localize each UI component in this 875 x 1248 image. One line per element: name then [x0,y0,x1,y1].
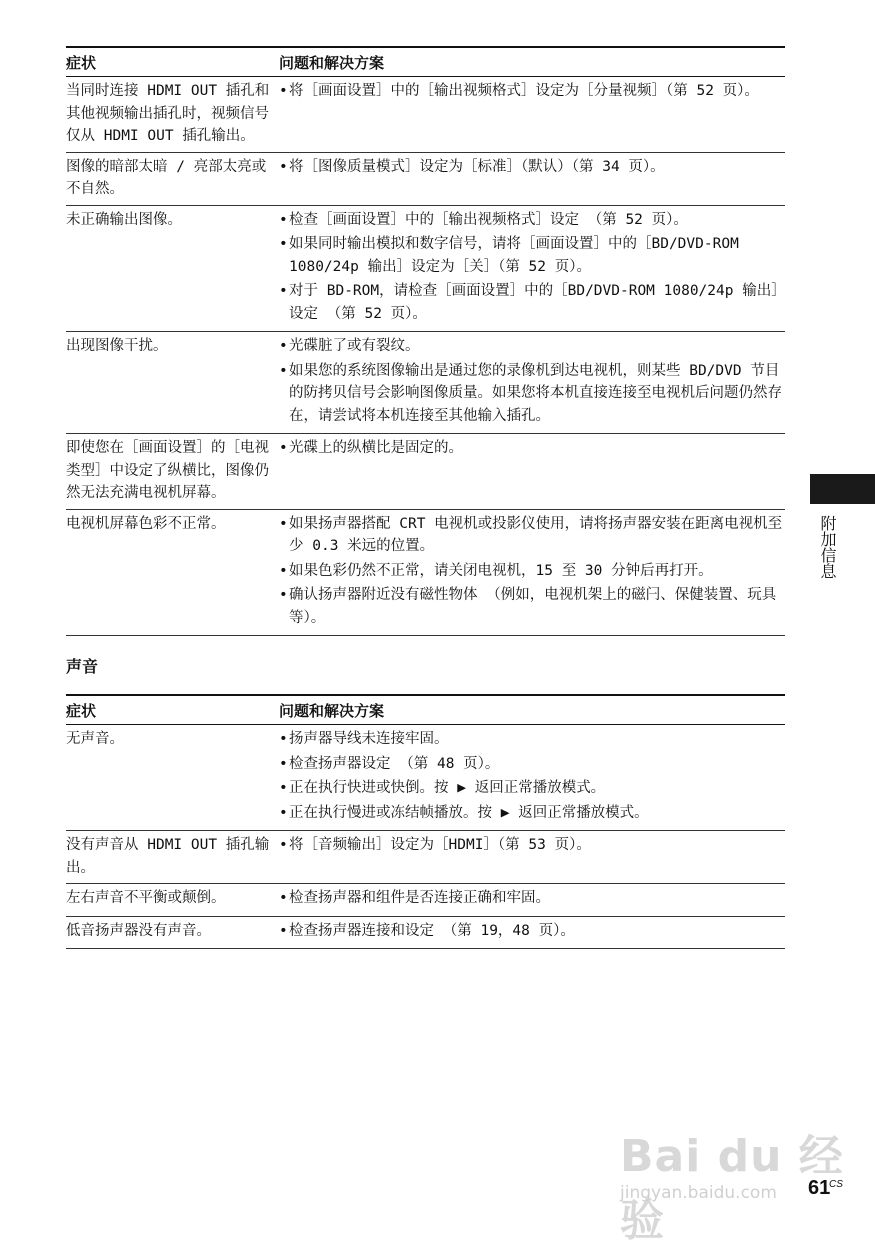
sound-table-body [66,725,785,949]
table-row [66,205,785,332]
solution-cell [279,332,785,434]
solution-cell [279,152,785,205]
solution-item: • 检查［画面设置］中的［输出视频格式］设定 （第 52 页）。 [279,209,785,232]
solution-cell [279,831,785,884]
table-row [66,152,785,205]
symptom-column-header: 症状 [66,695,279,725]
symptom-cell: 左右声音不平衡或颠倒。 [66,884,279,917]
solution-list [279,156,785,179]
solution-cell [279,884,785,917]
solution-cell [279,916,785,949]
solution-cell [279,205,785,332]
solution-item: • 将［画面设置］中的［输出视频格式］设定为［分量视频］（第 52 页）。 [279,80,785,103]
table-row [66,332,785,434]
symptom-column-header: 症状 [66,47,279,77]
symptom-cell: 当同时连接 HDMI OUT 插孔和其他视频输出插孔时，视频信号仅从 HDMI OUT 插孔输出。 [66,77,279,153]
table-row [66,434,785,510]
solution-item: • 如果色彩仍然不正常，请关闭电视机，15 至 30 分钟后再打开。 [279,560,785,583]
symptom-cell: 出现图像干扰。 [66,332,279,434]
table-row [66,831,785,884]
solution-list [279,209,785,326]
solution-list [279,834,785,857]
solution-list [279,728,785,824]
solution-item: • 将［图像质量模式］设定为［标准］（默认）（第 34 页）。 [279,156,785,179]
symptom-cell: 电视机屏幕色彩不正常。 [66,509,279,636]
solution-item: • 正在执行快进或快倒。按 ▶ 返回正常播放模式。 [279,777,785,800]
table-row [66,509,785,636]
symptom-cell: 未正确输出图像。 [66,205,279,332]
table-row [66,77,785,153]
solution-list [279,513,785,630]
solution-item: • 检查扬声器设定 （第 48 页）。 [279,753,785,776]
solution-cell [279,434,785,510]
solution-item: • 确认扬声器附近没有磁性物体 （例如，电视机架上的磁闩、保健装置、玩具等）。 [279,584,785,629]
solution-column-header: 问题和解决方案 [279,695,785,725]
solution-list [279,80,785,103]
solution-item: • 对于 BD-ROM，请检查［画面设置］中的［BD/DVD-ROM 1080/24p 输出］设定 （第 52 页）。 [279,280,785,325]
watermark-url: jingyan.baidu.com [620,1183,777,1203]
solution-list [279,887,785,910]
table-header-row [66,47,785,77]
solution-cell [279,77,785,153]
solution-item: • 检查扬声器和组件是否连接正确和牢固。 [279,887,785,910]
solution-item: • 光碟脏了或有裂纹。 [279,335,785,358]
solution-item: • 光碟上的纵横比是固定的。 [279,437,785,460]
solution-cell [279,725,785,831]
solution-item: • 检查扬声器连接和设定 （第 19，48 页）。 [279,920,785,943]
table-header-row [66,695,785,725]
picture-table-body [66,77,785,636]
solution-column-header: 问题和解决方案 [279,47,785,77]
solution-item: • 如果同时输出模拟和数字信号，请将［画面设置］中的［BD/DVD-ROM 1080/24p 输出］设定为［关］（第 52 页）。 [279,233,785,278]
page-number-suffix: CS [829,1179,843,1190]
solution-item: • 正在执行慢进或冻结帧播放。按 ▶ 返回正常播放模式。 [279,802,785,825]
table-row [66,916,785,949]
solution-list [279,920,785,943]
picture-troubleshooting-table [66,46,785,636]
symptom-cell: 即使您在［画面设置］的［电视类型］中设定了纵横比，图像仍然无法充满电视机屏幕。 [66,434,279,510]
symptom-cell: 图像的暗部太暗 / 亮部太亮或不自然。 [66,152,279,205]
solution-item: • 将［音频输出］设定为［HDMI］（第 53 页）。 [279,834,785,857]
table-row [66,884,785,917]
symptom-cell: 没有声音从 HDMI OUT 插孔输出。 [66,831,279,884]
solution-cell [279,509,785,636]
table-row [66,725,785,831]
symptom-cell: 无声音。 [66,725,279,831]
solution-item: • 扬声器导线未连接牢固。 [279,728,785,751]
solution-list [279,335,785,427]
sound-troubleshooting-table [66,694,785,949]
solution-list [279,437,785,460]
solution-item: • 如果您的系统图像输出是通过您的录像机到达电视机，则某些 BD/DVD 节目的防拷贝信号会影响图像质量。如果您将本机直接连接至电视机后问题仍然存在，请尝试将本机连接至其他输入插孔。 [279,360,785,428]
watermark-logo: Bai du 经验 [620,1131,844,1246]
solution-item: • 如果扬声器搭配 CRT 电视机或投影仪使用，请将扬声器安装在距离电视机至少 0.3 米远的位置。 [279,513,785,558]
page-content [66,46,785,949]
sound-section-title: 声音 [66,657,99,676]
symptom-cell: 低音扬声器没有声音。 [66,916,279,949]
side-tab-label: 附加信息 [818,515,837,579]
page-number: 61 [808,1177,831,1199]
side-tab-marker [810,474,875,504]
